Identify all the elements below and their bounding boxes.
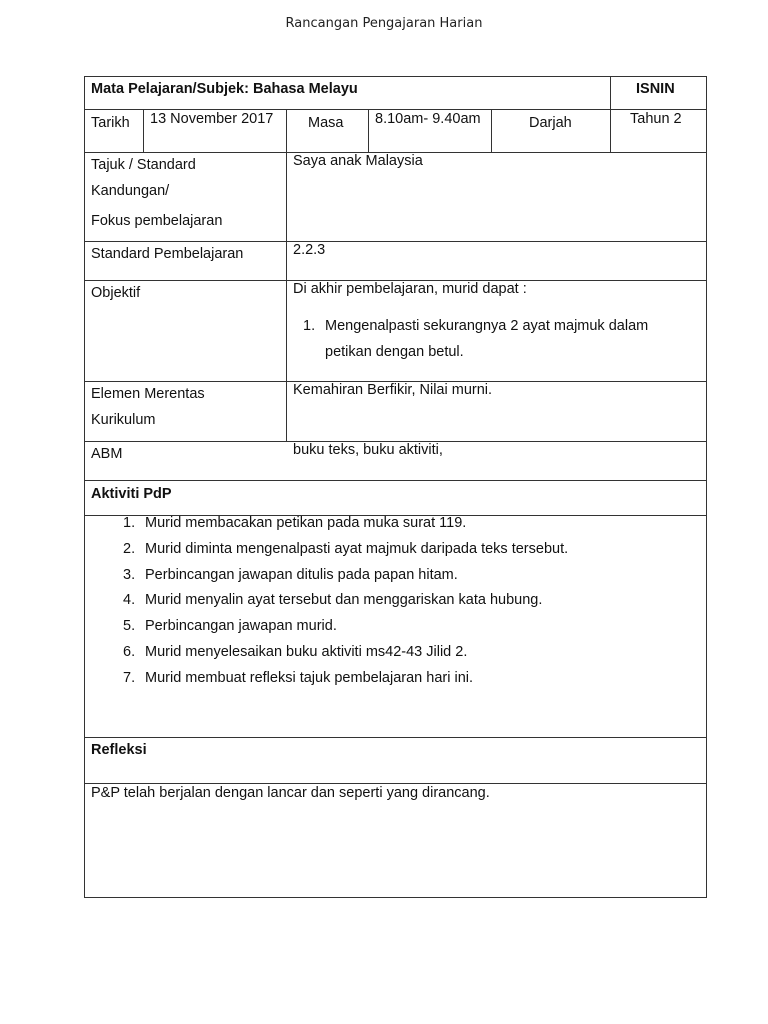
elemen-value: Kemahiran Berfikir, Nilai murni.: [293, 382, 493, 398]
tajuk-label: Tajuk / Standard: [91, 157, 196, 173]
subject-label: Mata Pelajaran/Subjek: Bahasa Melayu: [91, 81, 358, 97]
standard-value: 2.2.3: [293, 242, 326, 258]
darjah-value: Tahun 2: [630, 111, 682, 127]
masa-label: Masa: [308, 115, 344, 131]
list-item: 4. Murid menyalin ayat tersebut dan menggariskan kata hubung.: [123, 592, 543, 609]
objektif-intro: Di akhir pembelajaran, murid dapat :: [293, 281, 527, 297]
objektif-label: Objektif: [91, 285, 141, 301]
abm-value: buku teks, buku aktiviti,: [293, 442, 443, 458]
page-title: Rancangan Pengajaran Harian: [285, 16, 483, 31]
masa-value: 8.10am- 9.40am: [375, 111, 481, 127]
column-divider: [491, 109, 492, 153]
elemen-label: Elemen Merentas: [91, 386, 205, 402]
refleksi-heading: Refleksi: [91, 742, 147, 758]
tajuk-value: Saya anak Malaysia: [293, 153, 423, 169]
list-item: 6. Murid menyelesaikan buku aktiviti ms42-43 Jilid 2.: [123, 643, 468, 660]
aktiviti-heading: Aktiviti PdP: [91, 486, 172, 502]
list-item: 7. Murid membuat refleksi tajuk pembelajaran hari ini.: [123, 669, 474, 686]
column-divider: [610, 76, 611, 153]
abm-label: ABM: [91, 446, 123, 462]
objektif-item: petikan dengan betul.: [325, 344, 464, 360]
objektif-item: Mengenalpasti sekurangnya 2 ayat majmuk dalam: [325, 318, 649, 334]
column-divider: [368, 109, 369, 153]
row-divider: [84, 480, 707, 481]
elemen-label: Kurikulum: [91, 412, 156, 428]
day-label: ISNIN: [636, 81, 675, 97]
darjah-label: Darjah: [529, 115, 572, 131]
list-item: 2. Murid diminta mengenalpasti ayat majmuk daripada teks tersebut.: [123, 540, 569, 557]
tajuk-label: Kandungan/: [91, 183, 170, 199]
tarikh-label: Tarikh: [91, 115, 130, 131]
refleksi-text: P&P telah berjalan dengan lancar dan seperti yang dirancang.: [91, 785, 490, 801]
row-divider: [84, 737, 707, 738]
standard-label: Standard Pembelajaran: [91, 246, 244, 262]
column-divider: [286, 109, 287, 442]
list-item: 3. Perbincangan jawapan ditulis pada papan hitam.: [123, 566, 458, 583]
column-divider: [143, 109, 144, 153]
tarikh-value: 13 November 2017: [150, 111, 274, 127]
tajuk-label: Fokus pembelajaran: [91, 213, 223, 229]
objektif-item-number: 1.: [303, 318, 316, 334]
list-item: 5. Perbincangan jawapan murid.: [123, 618, 337, 635]
list-item: 1. Murid membacakan petikan pada muka surat 119.: [123, 515, 467, 531]
aktiviti-list: [123, 511, 569, 692]
lesson-plan-table: [84, 76, 707, 898]
